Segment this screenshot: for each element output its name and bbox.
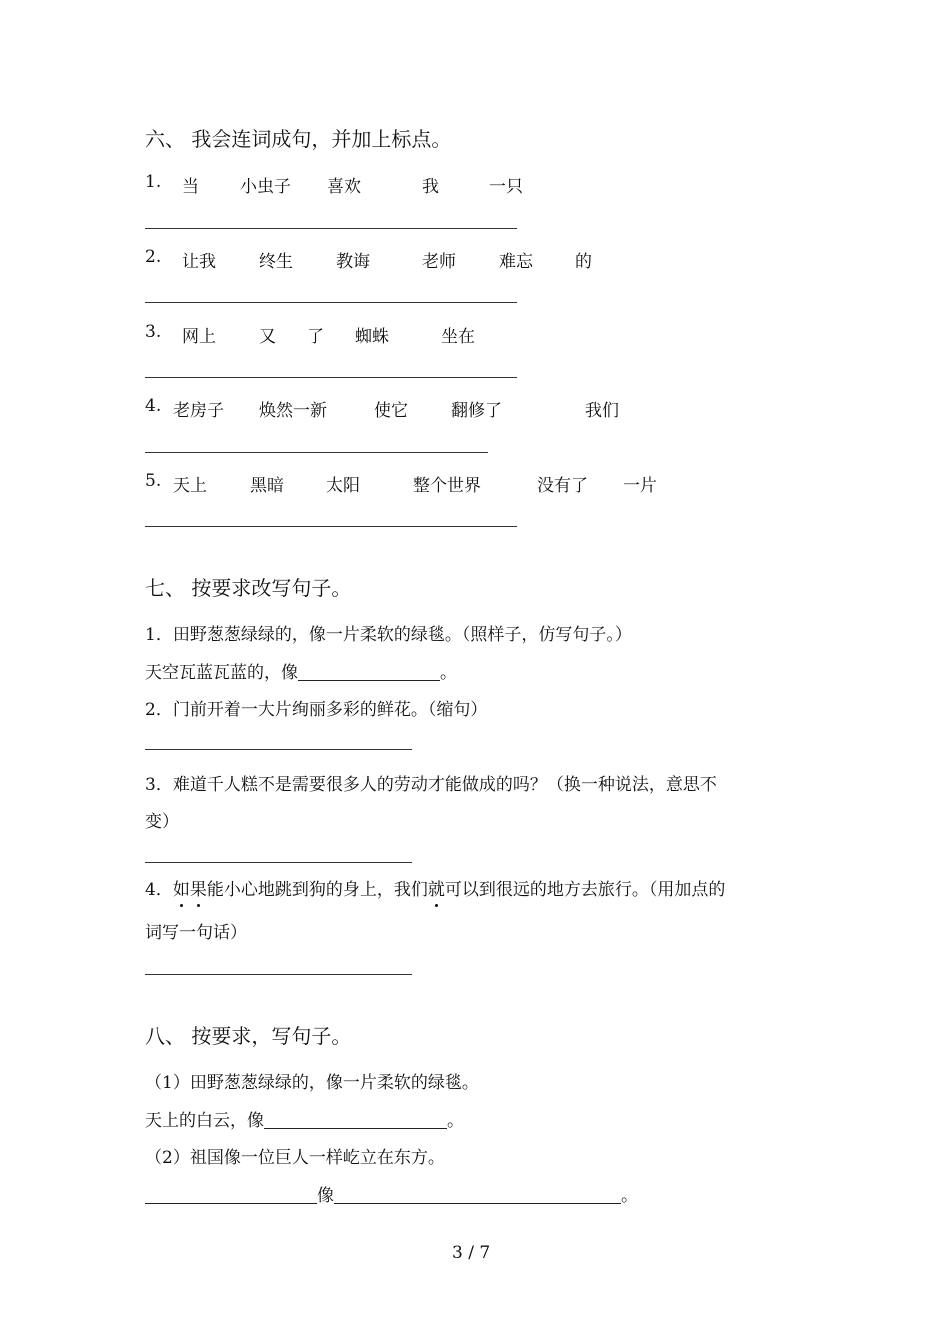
section-6-title: 六、 我会连词成句，并加上标点。 — [145, 127, 452, 151]
word: 了 — [307, 327, 324, 347]
section-7-question-2: 2．门前开着一大片绚丽多彩的鲜花。（缩句） — [145, 700, 488, 720]
answer-line[interactable] — [145, 974, 412, 975]
sentence-end: 。 — [440, 663, 457, 683]
item-number: 3. — [145, 322, 162, 342]
answer-line[interactable] — [145, 228, 517, 229]
word: 太阳 — [326, 476, 360, 496]
fill-blank[interactable] — [145, 1185, 317, 1204]
word: 焕然一新 — [259, 401, 327, 421]
word: 让我 — [182, 252, 216, 272]
sentence-end: 。 — [447, 1111, 464, 1131]
item-number: 2. — [145, 247, 162, 267]
word: 我 — [422, 177, 439, 197]
section-7-question-1: 1．田野葱葱绿绿的，像一片柔软的绿毯。（照样子，仿写句子。） — [145, 625, 632, 645]
section-8-answer-1 — [145, 1106, 464, 1131]
answer-line[interactable] — [145, 749, 412, 750]
word: 教诲 — [336, 252, 370, 272]
item-number: 4. — [145, 396, 162, 416]
word: 蜘蛛 — [355, 327, 389, 347]
answer-line[interactable] — [145, 862, 412, 863]
section-8-answer-2 — [145, 1181, 638, 1206]
dotted-char: 就 — [428, 875, 445, 900]
fill-blank[interactable] — [264, 1110, 447, 1129]
fill-blank[interactable] — [334, 1185, 621, 1204]
word: 一片 — [623, 476, 657, 496]
word: 一只 — [489, 177, 523, 197]
question-text: 能小心地跳到狗的身上，我们 — [206, 880, 428, 900]
word: 网上 — [182, 327, 216, 347]
answer-line[interactable] — [145, 377, 517, 378]
page-number: 3 / 7 — [452, 1243, 491, 1263]
dotted-char: 如 — [173, 875, 190, 900]
word: 使它 — [374, 401, 408, 421]
word: 坐在 — [441, 327, 475, 347]
sentence-prefix: 天空瓦蓝瓦蓝的，像 — [145, 663, 298, 683]
word: 又 — [259, 327, 276, 347]
answer-line[interactable] — [145, 452, 488, 453]
section-7-answer-1 — [145, 658, 457, 683]
word: 小虫子 — [240, 177, 291, 197]
section-8-question-2: （2）祖国像一位巨人一样屹立在东方。 — [145, 1148, 445, 1168]
question-text: 可以到很远的地方去旅行。（用加点的 — [444, 880, 726, 900]
word: 没有了 — [537, 476, 588, 496]
word: 当 — [182, 177, 199, 197]
question-number: 4． — [145, 880, 173, 900]
sentence-prefix: 天上的白云，像 — [145, 1111, 264, 1131]
section-7-title: 七、 按要求改写句子。 — [145, 576, 352, 600]
fill-blank[interactable] — [298, 662, 440, 681]
word: 的 — [575, 252, 592, 272]
section-7-question-3-line-2: 变） — [145, 812, 179, 832]
item-number: 1. — [145, 172, 162, 192]
section-8-title: 八、 按要求，写句子。 — [145, 1024, 352, 1048]
word: 老房子 — [173, 401, 224, 421]
dotted-char: 果 — [190, 875, 207, 900]
section-7-question-4-line-1 — [145, 875, 725, 900]
word: 我们 — [585, 401, 619, 421]
section-8-question-1: （1）田野葱葱绿绿的，像一片柔软的绿毯。 — [145, 1073, 479, 1093]
answer-line[interactable] — [145, 526, 517, 527]
word: 终生 — [259, 252, 293, 272]
word: 喜欢 — [327, 177, 361, 197]
section-7-question-3-line-1: 3．难道千人糕不是需要很多人的劳动才能做成的吗？（换一种说法，意思不 — [145, 775, 717, 795]
word: 黑暗 — [250, 476, 284, 496]
sentence-middle: 像 — [317, 1186, 334, 1206]
answer-line[interactable] — [145, 302, 517, 303]
sentence-end: 。 — [621, 1186, 638, 1206]
section-7-question-4-line-2: 词写一句话） — [145, 923, 247, 943]
word: 老师 — [422, 252, 456, 272]
item-number: 5. — [145, 471, 162, 491]
word: 翻修了 — [451, 401, 502, 421]
word: 整个世界 — [413, 476, 481, 496]
word: 难忘 — [499, 252, 533, 272]
word: 天上 — [173, 476, 207, 496]
